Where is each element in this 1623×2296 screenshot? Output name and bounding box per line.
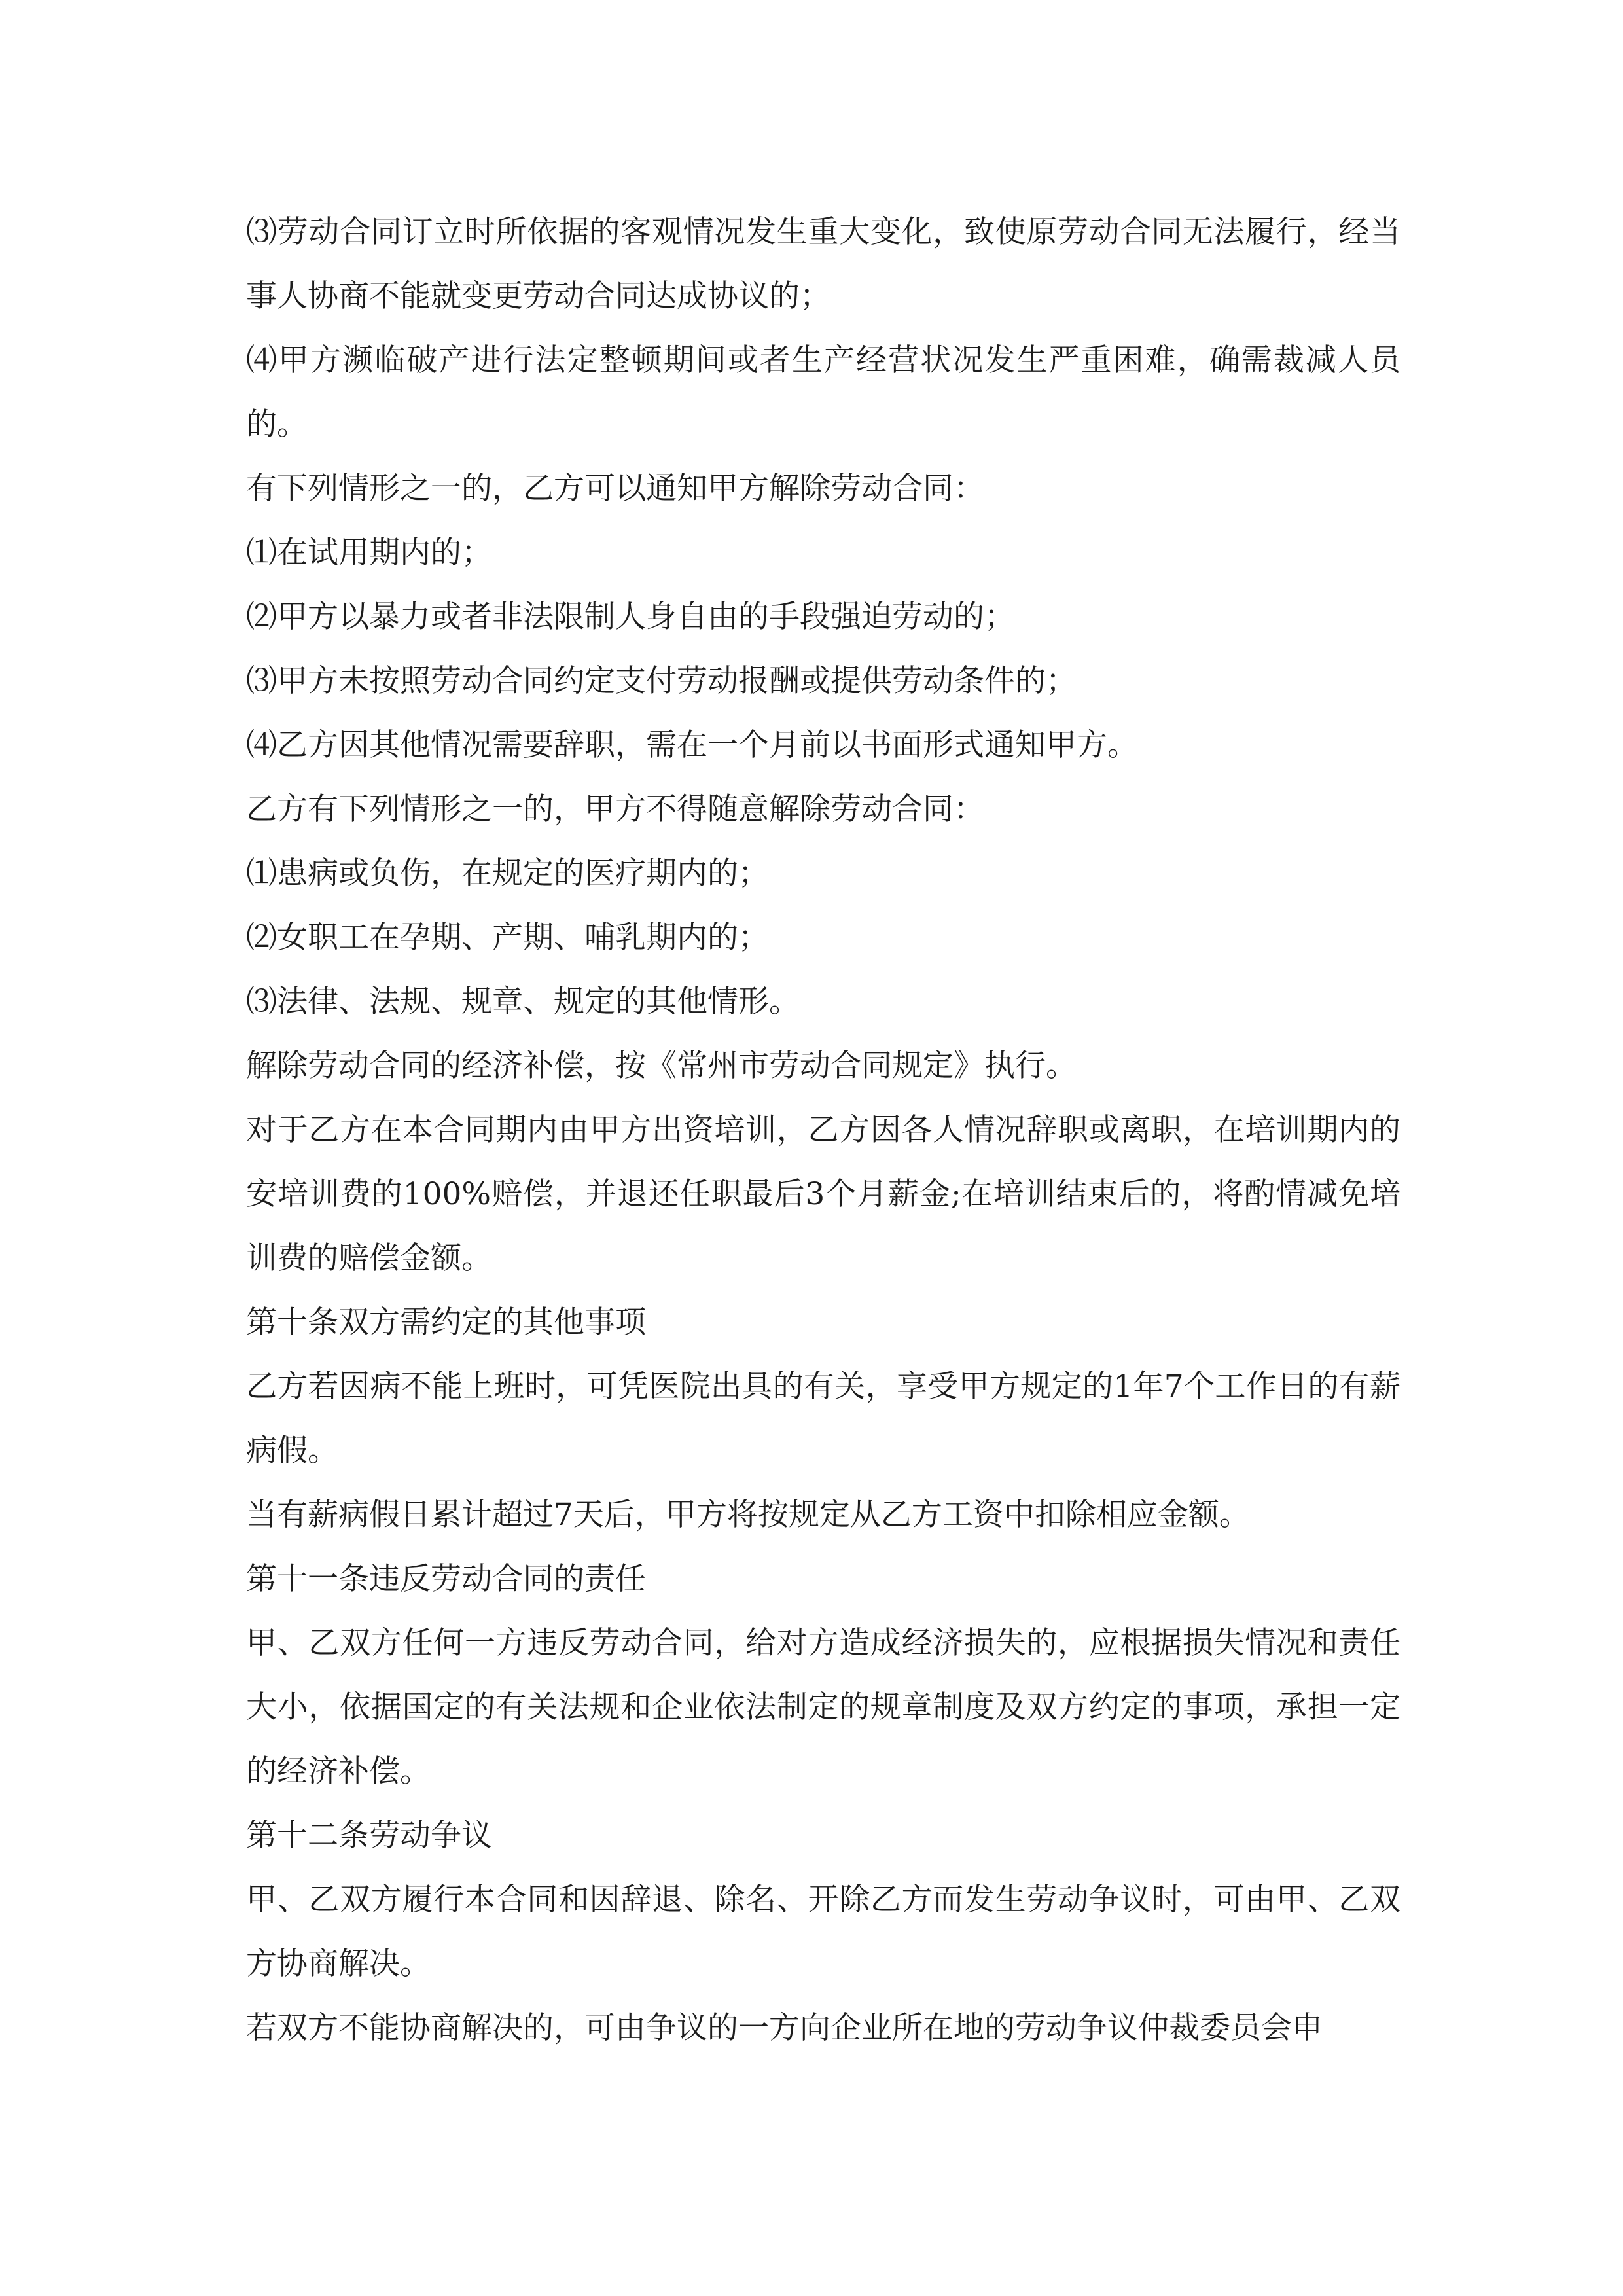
paragraph: 甲、乙双方任何一方违反劳动合同，给对方造成经济损失的，应根据损失情况和责任大小，依据国定的有关法规和企业依法制定的规章制度及双方约定的事项，承担一定的经济补偿。	[246, 1625, 1400, 1789]
paragraph: 当有薪病假日累计超过7天后，甲方将按规定从乙方工资中扣除相应金额。	[246, 1497, 1250, 1533]
paragraph: ⑴在试用期内的；	[246, 535, 492, 571]
section-heading: 第十条双方需约定的其他事项	[246, 1304, 646, 1340]
paragraph: 乙方有下列情形之一的，甲方不得随意解除劳动合同：	[246, 791, 984, 827]
paragraph: ⑶劳动合同订立时所依据的客观情况发生重大变化，致使原劳动合同无法履行，经当事人协商不能就变更劳动合同达成协议的；	[246, 214, 1400, 314]
paragraph: ⑶法律、法规、规章、规定的其他情形。	[246, 984, 800, 1020]
paragraph: ⑷甲方濒临破产进行法定整顿期间或者生产经营状况发生严重困难，确需裁减人员的。	[246, 342, 1400, 442]
section-heading: 第十一条违反劳动合同的责任	[246, 1561, 646, 1597]
paragraph: ⑷乙方因其他情况需要辞职，需在一个月前以书面形式通知甲方。	[246, 727, 1138, 763]
paragraph: 对于乙方在本合同期内由甲方出资培训，乙方因各人情况辞职或离职，在培训期内的安培训费的100%赔偿，并退还任职最后3个月薪金;在培训结束后的，将酌情减免培训费的赔偿金额。	[246, 1112, 1400, 1276]
paragraph: ⑵女职工在孕期、产期、哺乳期内的；	[246, 920, 769, 956]
paragraph: 若双方不能协商解决的，可由争议的一方向企业所在地的劳动争议仲裁委员会申	[246, 2010, 1323, 2046]
paragraph: 甲、乙双方履行本合同和因辞退、除名、开除乙方而发生劳动争议时，可由甲、乙双方协商解决。	[246, 1882, 1400, 1982]
section-heading: 第十二条劳动争议	[246, 1818, 492, 1854]
paragraph: 乙方若因病不能上班时，可凭医院出具的有关，享受甲方规定的1年7个工作日的有薪病假。	[246, 1369, 1400, 1469]
paragraph: ⑴患病或负伤，在规定的医疗期内的；	[246, 855, 769, 891]
paragraph: 解除劳动合同的经济补偿，按《常州市劳动合同规定》执行。	[246, 1048, 1077, 1084]
paragraph: ⑵甲方以暴力或者非法限制人身自由的手段强迫劳动的；	[246, 599, 1015, 635]
paragraph: ⑶甲方未按照劳动合同约定支付劳动报酬或提供劳动条件的；	[246, 663, 1077, 699]
document-body	[246, 200, 1400, 2060]
paragraph: 有下列情形之一的，乙方可以通知甲方解除劳动合同：	[246, 471, 984, 507]
